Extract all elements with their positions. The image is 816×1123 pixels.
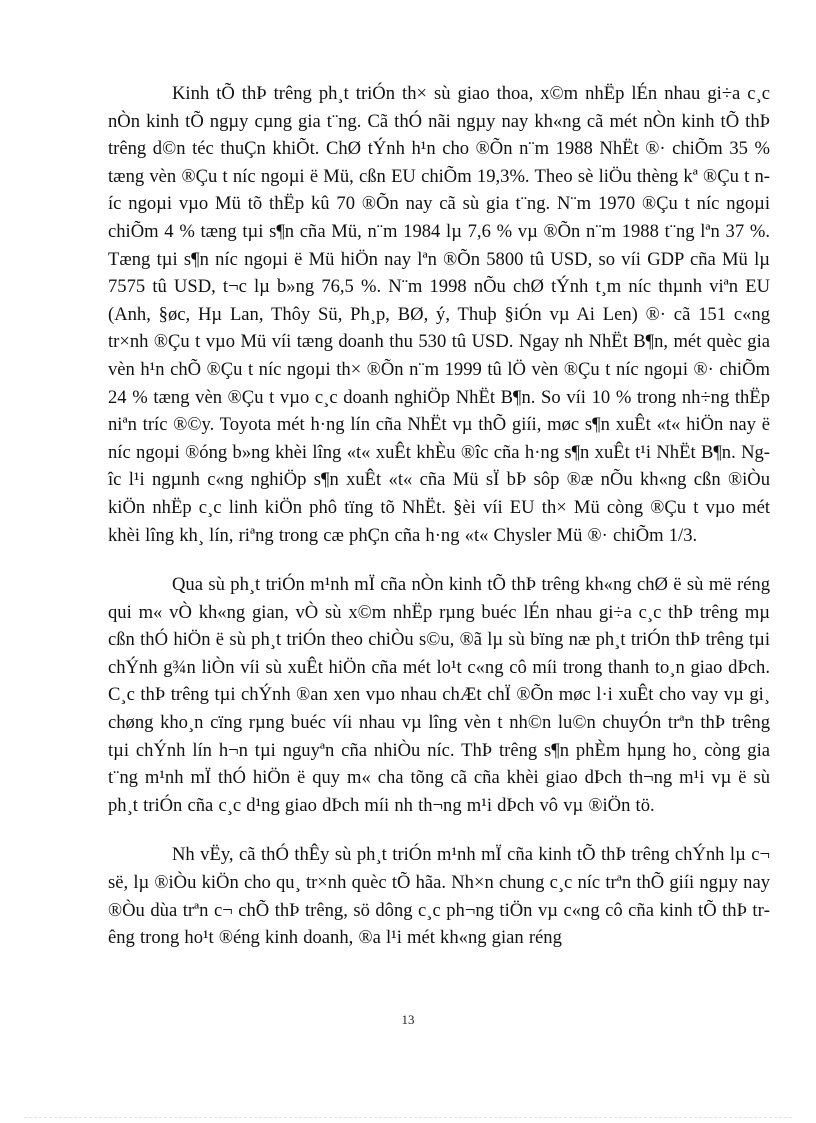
paragraph-2: Qua sù ph¸t triÓn m¹nh mÏ cña nÒn kinh tÕ thÞ trêng kh«ng chØ ë sù më réng qui m« vÒ kh«ng gian, vÒ sù x©m nhËp rµng buéc lÉn nhau gi÷a c¸c thÞ trêng mµ cßn thÓ hiÖn ë sù ph¸t triÓn theo chiÒu s©u, ®ã lµ sù bïng næ ph¸t triÓn thÞ trêng tµi chÝnh g¾n liÒn víi sù xuÊt hiÖn cña mét lo¹t c«ng cô míi trong thanh to¸n giao dÞch. C¸c thÞ trêng tµi chÝnh ®an xen vµo nhau chÆt chÏ ®Õn møc l·i xuÊt cho vay vµ gi¸ chøng kho¸n cïng rµng buéc víi nhau vµ lîng vèn t nh©n lu©n chuyÓn trªn thÞ trêng tµi chÝnh lín h¬n tµi nguyªn cña nhiÒu níc. ThÞ trêng s¶n phÈm hµng ho¸ còng gia t¨ng m¹nh mÏ thÓ hiÖn ë quy m« cha tõng cã cña khèi giao dÞch th¬ng m¹i vµ ë sù ph¸t triÓn cña c¸c d¹ng giao dÞch míi nh th¬ng m¹i dÞch vô vµ ®iÖn tö. bbox=[108, 574, 770, 816]
paragraph-3: Nh vËy, cã thÓ thÊy sù ph¸t triÓn m¹nh mÏ cña kinh tÕ thÞ trêng chÝnh lµ c¬ së, lµ ®iÒu kiÖn cho qu¸ tr×nh quèc tÕ hãa. Nh×n chung c¸c níc trªn thÕ giíi ngµy nay ®Òu dùa trªn c¬ chÕ thÞ trêng, sö dông c¸c ph¬ng tiÖn vµ c«ng cô cña kinh tÕ thÞ trêng trong ho¹t ®éng kinh doanh, ®a l¹i mét kh«ng gian réng bbox=[108, 844, 770, 949]
paragraph-1: Kinh tÕ thÞ trêng ph¸t triÓn th× sù giao thoa, x©m nhËp lÉn nhau gi÷a c¸c nÒn kinh tÕ ngµy cµng gia t¨ng. Cã thÓ nãi ngµy nay kh«ng cã mét nÒn kinh tÕ thÞ trêng d©n téc thuÇn khiÕt. ChØ tÝnh h¹n cho ®Õn n¨m 1988 NhËt ®· chiÕm 35 % tæng vèn ®Çu t níc ngoµi ë Mü, cßn EU chiÕm 19,3%. Theo sè liÖu thèng kª ®Çu t níc ngoµi vµo Mü tõ thËp kû 70 ®Õn nay cã sù gia t¨ng. N¨m 1970 ®Çu t níc ngoµi chiÕm 4 % tæng tµi s¶n cña Mü, n¨m 1984 lµ 7,6 % vµ ®Õn n¨m 1988 t¨ng lªn 37 %. Tæng tµi s¶n níc ngoµi ë Mü hiÖn nay lªn ®Õn 5800 tû USD, so víi GDP cña Mü lµ 7575 tû USD, t¬c lµ b»ng 76,5 %. N¨m 1998 nÕu chØ tÝnh t¸m níc thµnh viªn EU (Anh, §øc, Hµ Lan, Thôy Sü, Ph¸p, BØ, ý, Thuþ §iÓn vµ Ai Len) ®· cã 151 c«ng tr×nh ®Çu t vµo Mü víi tæng doanh thu 530 tû USD. Ngay nh NhËt B¶n, mét quèc gia vèn h¹n chÕ ®Çu t níc ngoµi th× ®Õn n¨m 1999 tû lÖ vèn ®Çu t níc ngoµi ®· chiÕm 24 % tæng vèn ®Çu t vµo c¸c doanh nghiÖp NhËt B¶n. So víi 10 % trong nh÷ng thËp niªn tríc ®©y. Toyota mét h·ng lín cña NhËt vµ thÕ giíi, møc s¶n xuÊt «t« hiÖn nay ë níc ngoµi ®óng b»ng khèi lîng «t« xuÊt khÈu ®îc cña h·ng s¶n xuÊt t¹i NhËt B¶n. Ngîc l¹i ngµnh c«ng nghiÖp s¶n xuÊt «t« cña Mü sÏ bÞ sôp ®æ nÕu kh«ng cßn ®iÒu kiÖn nhËp c¸c linh kiÖn phô tïng tõ NhËt. §èi víi EU th× Mü còng ®Çu t vµo mét khèi lîng kh¸ lín, riªng trong cæ phÇn cña h·ng «t« Chysler Mü ®· chiÕm 1/3. bbox=[108, 83, 770, 546]
document-body bbox=[108, 80, 770, 974]
page-bottom-divider bbox=[24, 1117, 792, 1118]
page-number: 13 bbox=[401, 1012, 415, 1027]
